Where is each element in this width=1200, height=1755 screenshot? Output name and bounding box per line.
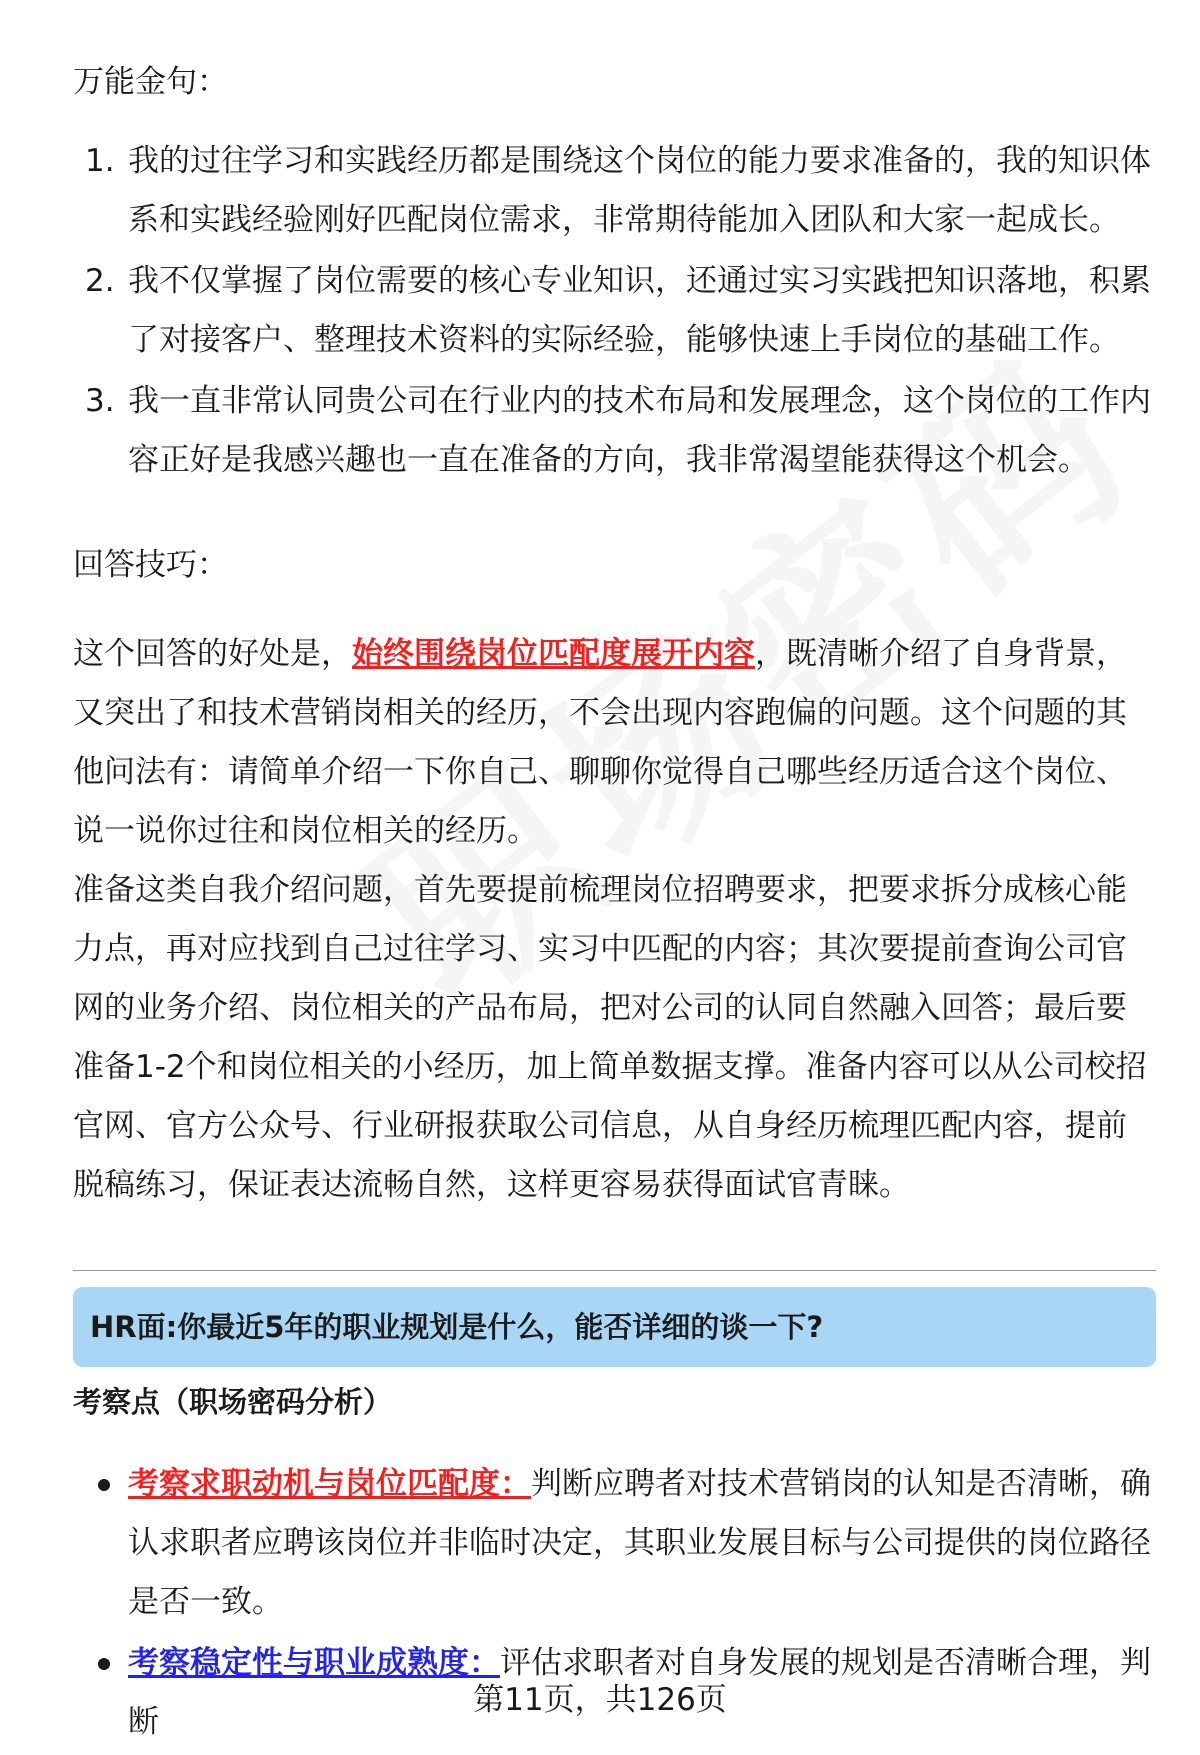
bullet-text: 判断应聘者对技术营销岗的认知是否清晰，确认求职者应聘该岗位并非临时决定，其职业发展目标与公司提供的岗位路径是否一致。 <box>128 1466 1151 1620</box>
list-item <box>73 252 1153 370</box>
tips-paragraph-2: 准备这类自我介绍问题，首先要提前梳理岗位招聘要求，把要求拆分成核心能力点，再对应找到自己过往学习、实习中匹配的内容；其次要提前查询公司官网的业务介绍、岗位相关的产品布局，把对公司的认同自然融入回答；最后要准备1-2个和岗位相关的小经历，加上简单数据支撑。准备内容可以从公司校招官网、官方公众号、行业研报获取公司信息，从自身经历梳理匹配内容，提前脱稿练习，保证表达流畅自然，这样更容易获得面试官青睐。 <box>73 872 1147 1203</box>
question-title: HR面:你最近5年的职业规划是什么，能否详细的谈一下? <box>90 1310 824 1344</box>
bullet-dot-icon <box>98 1479 110 1491</box>
list-item-text: 我不仅掌握了岗位需要的核心专业知识，还通过实习实践把知识落地，积累了对接客户、整理技术资料的实际经验，能够快速上手岗位的基础工作。 <box>128 263 1151 358</box>
bullet-text: 评估求职者对自身发展的规划是否清晰合理，判断 <box>128 1645 1151 1740</box>
list-item-text: 我的过往学习和实践经历都是围绕这个岗位的能力要求准备的，我的知识体系和实践经验刚好匹配岗位需求，非常期待能加入团队和大家一起成长。 <box>128 143 1151 238</box>
question-box <box>73 1287 1156 1367</box>
analysis-heading: 考察点（职场密码分析） <box>73 1385 393 1419</box>
list-item-text: 我一直非常认同贵公司在行业内的技术布局和发展理念，这个岗位的工作内容正好是我感兴趣也一直在准备的方向，我非常渴望能获得这个机会。 <box>128 383 1151 478</box>
highlight-red: 始终围绕岗位匹配度展开内容 <box>352 636 755 672</box>
list-item <box>73 372 1153 490</box>
bullet-dot-icon <box>98 1658 110 1670</box>
golden-sentence-list <box>73 132 1153 492</box>
section-divider <box>73 1270 1156 1271</box>
list-item <box>73 132 1153 250</box>
list-number: 3. <box>85 383 115 419</box>
section-label-golden-sentences: 万能金句： <box>73 64 228 100</box>
list-number: 2. <box>85 263 115 299</box>
list-number: 1. <box>85 143 115 179</box>
section-label-answer-tips: 回答技巧： <box>73 547 228 583</box>
highlight-red: 考察求职动机与岗位匹配度： <box>128 1466 531 1502</box>
highlight-blue: 考察稳定性与职业成熟度： <box>128 1645 500 1681</box>
tips-paragraph-1 <box>73 625 1153 861</box>
paragraph-text: ，既清晰介绍了自身背景，又突出了和技术营销岗相关的经历，不会出现内容跑偏的问题。这个问题的其他问法有：请简单介绍一下你自己、聊聊你觉得自己哪些经历适合这个岗位、说一说你过往和岗位相关的经历。 <box>73 636 1127 849</box>
page-footer: 第11页，共126页 <box>473 1682 727 1718</box>
paragraph-text: 这个回答的好处是， <box>73 636 352 672</box>
bullet-item <box>73 1455 1153 1632</box>
